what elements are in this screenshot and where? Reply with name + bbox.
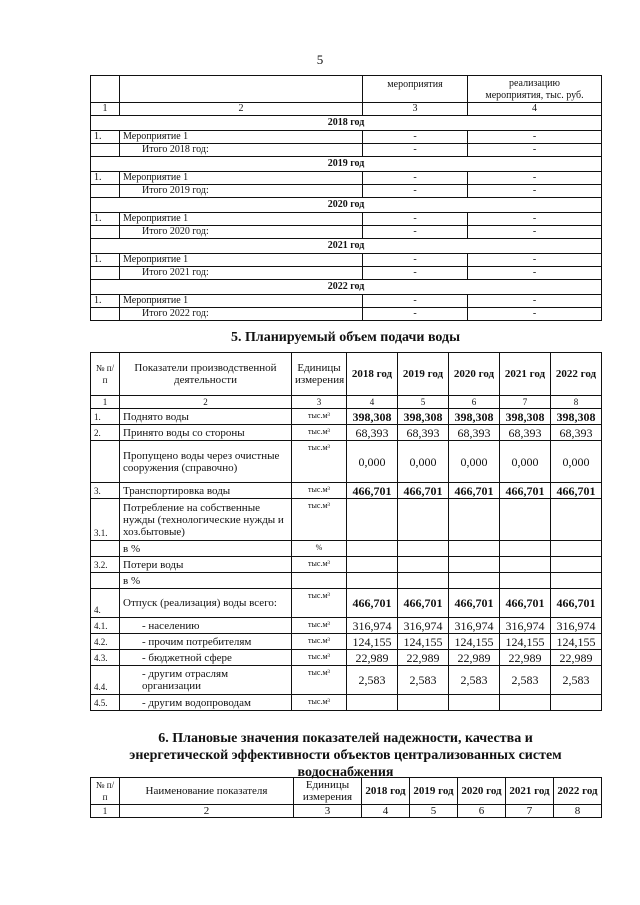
table-row: Пропущено воды через очистные сооружения (справочно) тыс.м³ 0,000 0,000 0,000 0,000 0,000 [91, 441, 602, 483]
table-row: 3.2. Потери воды тыс.м³ [91, 557, 602, 573]
table-row: 1. Мероприятие 1 - - [91, 254, 602, 267]
year-row: 2022 год [91, 280, 602, 295]
header-year: 2020 год [458, 778, 506, 805]
year-row: 2019 год [91, 157, 602, 172]
header-year: 2022 год [554, 778, 602, 805]
header-col3: мероприятия [363, 76, 468, 103]
table-row: 1. Поднято воды тыс.м³ 398,308 398,308 398,308 398,308 398,308 [91, 409, 602, 425]
header-year: 2020 год [449, 353, 500, 396]
reliability-indicators-table [90, 777, 602, 818]
table-row: в % [91, 573, 602, 589]
table-header-row [91, 76, 602, 103]
table-row: 4.2. - прочим потребителям тыс.м³ 124,155 124,155 124,155 124,155 124,155 [91, 634, 602, 650]
header-indicator: Показатели производственной деятельности [120, 353, 292, 396]
header-year: 2022 год [551, 353, 602, 396]
table-header-row [91, 353, 602, 396]
table-row: 4.3. - бюджетной сфере тыс.м³ 22,989 22,989 22,989 22,989 22,989 [91, 650, 602, 666]
header-year: 2021 год [500, 353, 551, 396]
table-row: в % % [91, 541, 602, 557]
table-row: 3.1. Потребление на собственные нужды (технологические нужды и хоз.бытовые) тыс.м³ [91, 499, 602, 541]
header-year: 2021 год [506, 778, 554, 805]
table-row: 4.5. - другим водопроводам тыс.м³ [91, 695, 602, 711]
table-row: 1. Мероприятие 1 - - [91, 213, 602, 226]
table-row: Итого 2022 год: - - [91, 308, 602, 321]
numbering-row: 1 2 3 4 5 6 7 8 [91, 805, 602, 818]
table-row: Итого 2020 год: - - [91, 226, 602, 239]
table-row: Итого 2021 год: - - [91, 267, 602, 280]
section-6-title: 6. Плановые значения показателей надежности, качества и энергетической эффективности объектов централизованных систем водоснабжения [129, 731, 562, 780]
header-year: 2018 год [362, 778, 410, 805]
page-number: 5 [316, 52, 324, 67]
header-units: Единицы измерения [294, 778, 362, 805]
year-row: 2020 год [91, 198, 602, 213]
table-row: 4.4. - другим отраслям организации тыс.м³ 2,583 2,583 2,583 2,583 2,583 [91, 666, 602, 695]
header-num: № п/п [91, 353, 120, 396]
table-row: Итого 2018 год: - - [91, 144, 602, 157]
numbering-row: 1 2 3 4 5 6 7 8 [91, 396, 602, 409]
header-year: 2019 год [410, 778, 458, 805]
year-row: 2018 год [91, 116, 602, 131]
water-volume-table [90, 352, 602, 711]
header-indicator: Наименование показателя [120, 778, 294, 805]
table-row: 4.1. - населению тыс.м³ 316,974 316,974 316,974 316,974 316,974 [91, 618, 602, 634]
header-num: № п/п [91, 778, 120, 805]
table-row: Итого 2019 год: - - [91, 185, 602, 198]
table-row: 1. Мероприятие 1 - - [91, 172, 602, 185]
year-row: 2021 год [91, 239, 602, 254]
table-row: 2. Принято воды со стороны тыс.м³ 68,393 68,393 68,393 68,393 68,393 [91, 425, 602, 441]
table-row: 1. Мероприятие 1 - - [91, 131, 602, 144]
header-year: 2019 год [398, 353, 449, 396]
header-col4: реализацию мероприятия, тыс. руб. [468, 76, 602, 103]
table-row: 4. Отпуск (реализация) воды всего: тыс.м³ 466,701 466,701 466,701 466,701 466,701 [91, 589, 602, 618]
table-header-row [91, 778, 602, 805]
measures-table [90, 75, 602, 321]
header-year: 2018 год [347, 353, 398, 396]
header-units: Единицы измерения [292, 353, 347, 396]
numbering-row: 1 2 3 4 [91, 103, 602, 116]
section-5-title: 5. Планируемый объем подачи воды [230, 330, 461, 345]
table-row: 1. Мероприятие 1 - - [91, 295, 602, 308]
table-row: 3. Транспортировка воды тыс.м³ 466,701 466,701 466,701 466,701 466,701 [91, 483, 602, 499]
